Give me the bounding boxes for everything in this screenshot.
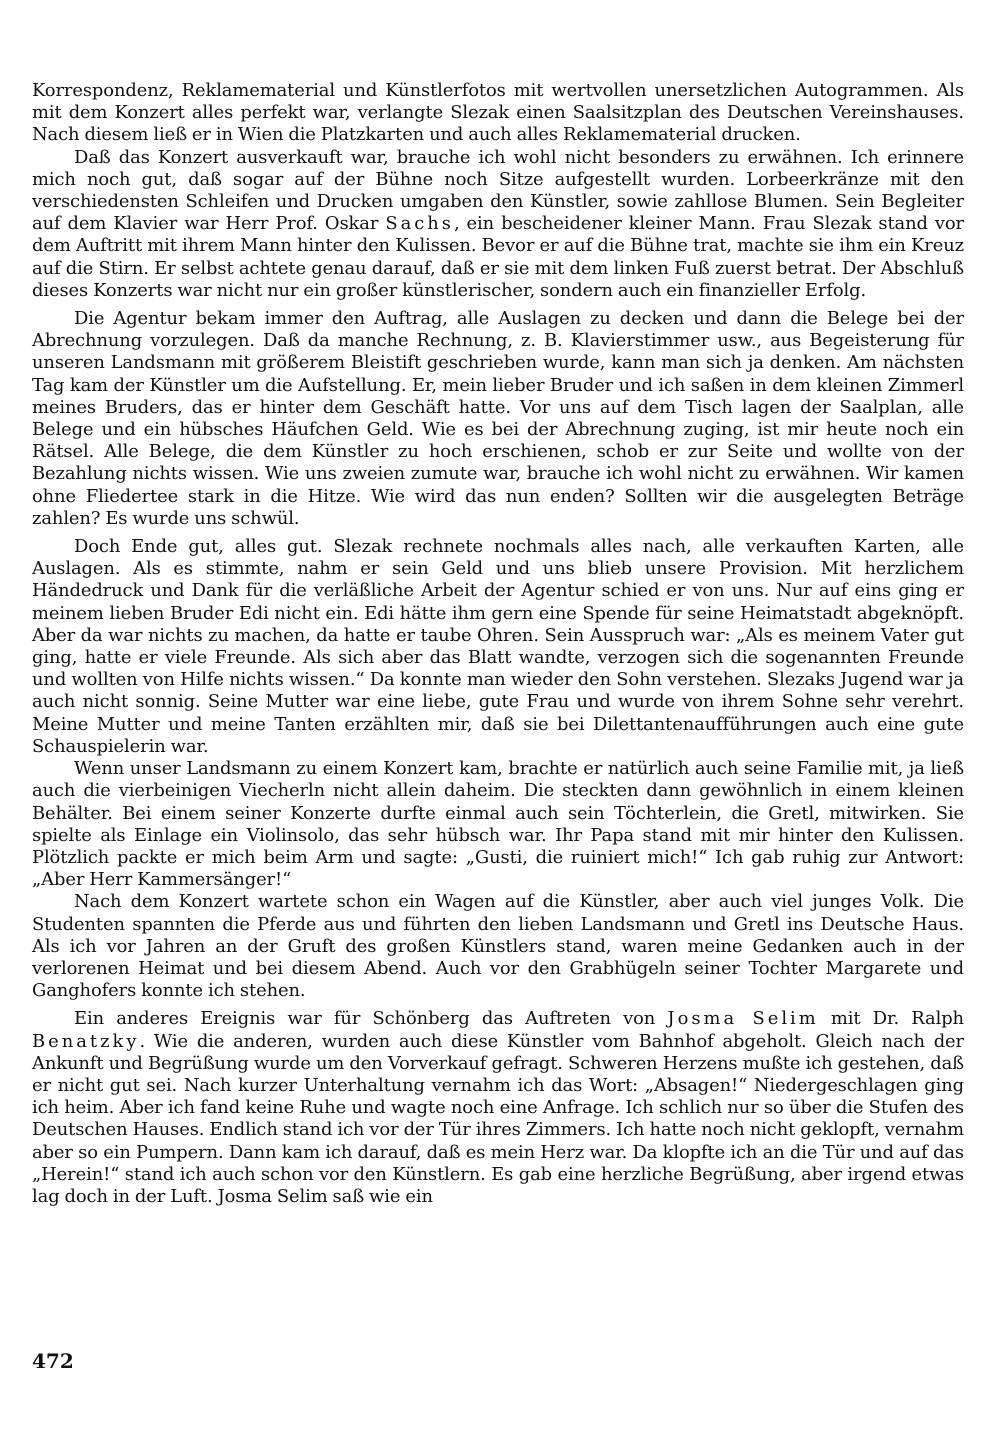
paragraph-1: Korrespondenz, Reklamematerial und Künstlerfotos mit wertvollen unersetzlichen Autogrammen. Als mit dem Konzert alles perfekt war, verlangte Slezak einen Saalsitzplan des Deutschen Vereinshauses. Nach diesem ließ er in Wien die Platzkarten und auch alles Reklamematerial drucken. (32, 80, 964, 146)
paragraph-3: Die Agentur bekam immer den Auftrag, alle Auslagen zu decken und dann die Belege bei der Abrechnung vorzulegen. Daß da manche Rechnung, z. B. Klavierstimmer usw., aus Begeisterung für unseren Landsmann mit größerem Bleistift geschrieben wurde, kann man sich ja denken. Am nächsten Tag kam der Künstler um die Aufstellung. Er, mein lieber Bruder und ich saßen in dem kleinen Zimmerl meines Bruders, das er hinter dem Geschäft hatte. Vor uns auf dem Tisch lagen der Saalplan, alle Belege und ein hübsches Häufchen Geld. Wie es bei der Abrechnung zuging, ist mir heute noch ein Rätsel. Alle Belege, die dem Künstler zu hoch erschienen, schob er zur Seite und wollte von der Bezahlung nichts wissen. Wie uns zweien zumute war, brauche ich wohl nicht zu erwähnen. Wir kamen ohne Fliedertee stark in die Hitze. Wie wird das nun enden? Sollten wir die ausgelegten Beträge zahlen? Es wurde uns schwül. (32, 308, 964, 529)
paragraph-2: Daß das Konzert ausverkauft war, brauche ich wohl nicht besonders zu erwähnen. Ich erinnere mich noch gut, daß sogar auf der Bühne noch Sitze aufgestellt wurden. Lorbeerkränze mit den verschiedensten Schleifen und Drucken umgaben den Künstler, sowie zahllose Blumen. Sein Begleiter auf dem Klavier war Herr Prof. Oskar Sachs, ein bescheidener kleiner Mann. Frau Slezak stand vor dem Auftritt mit ihrem Mann hinter den Kulissen. Bevor er auf die Bühne trat, machte sie ihm ein Kreuz auf die Stirn. Er selbst achtete genau darauf, daß er sie mit dem linken Fuß zuerst betrat. Der Abschluß dieses Konzerts war nicht nur ein großer künstlerischer, sondern auch ein finanzieller Erfolg. (32, 146, 965, 301)
spaced-name-josma-selim: Josma Selim (667, 1008, 819, 1030)
paragraph-7: Ein anderes Ereignis war für Schönberg das Auftreten von Josma Selim mit Dr. Ralph Benatzky. Wie die anderen, wurden auch diese Künstler vom Bahnhof abgeholt. Gleich nach der Ankunft und Begrüßung wurde um den Vorverkauf gefragt. Schweren Herzens mußte ich gestehen, daß er nicht gut sei. Nach kurzer Unterhaltung vernahm ich das Wort: „Absagen!“ Niedergeschlagen ging ich heim. Aber ich fand keine Ruhe und wagte noch eine Anfrage. Ich schlich nur so über die Stufen des Deutschen Hauses. Endlich stand ich vor der Tür ihres Zimmers. Ich hatte noch nicht geklopft, vernahm aber so ein Pumpern. Dann kam ich darauf, daß es mein Herz war. Da klopfte ich an die Tür und auf das „Herein!“ stand ich auch schon vor den Künstlern. Es gab eine herzliche Begrüßung, aber irgend etwas lag doch in der Luft. Josma Selim saß wie ein (32, 1008, 964, 1207)
paragraph-4: Doch Ende gut, alles gut. Slezak rechnete nochmals alles nach, alle verkauften Karten, alle Auslagen. Als es stimmte, nahm er sein Geld und uns blieb unsere Provision. Mit herzlichem Händedruck und Dank für die verläßliche Arbeit der Agentur schied er von uns. Nur auf eins ging er meinem lieben Bruder Edi nicht ein. Edi hätte ihm gern eine Spende für seine Heimatstadt abgeknöpft. Aber da war nichts zu machen, da hatte er taube Ohren. Sein Ausspruch war: „Als es meinem Vater gut ging, hatte er viele Freunde. Als sich aber das Blatt wandte, verzogen sich die sogenannten Freunde und wollten von Hilfe nichts wissen.“ Da konnte man wieder den Sohn verstehen. Slezaks Jugend war ja auch nicht sonnig. Seine Mutter war eine liebe, gute Frau und wurde von ihrem Sohne sehr verehrt. Meine Mutter und meine Tanten erzählten mir, daß sie bei Dilettantenaufführungen auch eine gute Schauspielerin war. (32, 536, 964, 757)
spaced-name-sachs: Sachs (385, 213, 454, 235)
paragraph-6: Nach dem Konzert wartete schon ein Wagen auf die Künstler, aber auch viel junges Volk. Die Studenten spannten die Pferde aus und führten den lieben Landsmann und Gretl ins Deutsche Haus. Als ich vor Jahren an der Gruft des großen Künstlers stand, waren meine Gedanken auch in der verlorenen Heimat und bei diesem Abend. Auch vor den Grabhügeln seiner Tochter Margarete und Ganghofers konnte ich stehen. (32, 891, 964, 1002)
spaced-name-benatzky: Benatzky (32, 1030, 140, 1052)
paragraph-5: Wenn unser Landsmann zu einem Konzert kam, brachte er natürlich auch seine Familie mit, ja ließ auch die vierbeinigen Viecherln nicht allein daheim. Die steckten dann gewöhnlich in einem kleinen Behälter. Bei einem seiner Konzerte durfte einmal auch sein Töchterlein, die Gretl, mitwirken. Sie spielte als Einlage ein Violinsolo, das sehr hübsch war. Ihr Papa stand mit mir hinter den Kulissen. Plötzlich packte er mich beim Arm und sagte: „Gusti, die ruiniert mich!“ Ich gab ruhig zur Antwort: „Aber Herr Kammersänger!“ (32, 758, 964, 891)
page-number: 472 (32, 1349, 74, 1373)
